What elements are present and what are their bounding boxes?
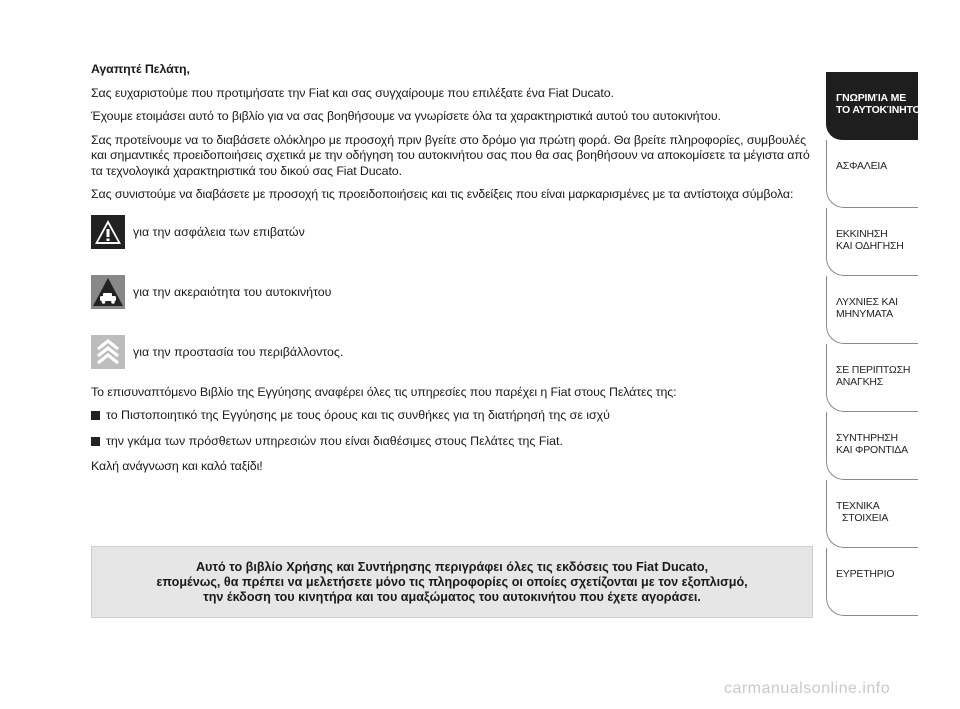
salutation: Αγαπητέ Πελάτη, bbox=[91, 62, 190, 76]
checkbox-bullet-icon bbox=[91, 437, 100, 446]
main-content bbox=[91, 62, 816, 483]
symbol-label-vehicle: για την ακεραιότητα του αυτοκινήτου bbox=[133, 284, 332, 299]
warning-triangle-icon bbox=[91, 215, 125, 249]
tab-technical-data[interactable]: ΤΕΧΝΙΚΑ ΣΤΟΙΧΕΙΑ bbox=[826, 480, 918, 548]
tab-starting-driving[interactable]: ΕΚΚΙΝΗΣΗ ΚΑΙ ΟΔΗΓΗΣΗ bbox=[826, 208, 918, 276]
note-line-1: Αυτό το βιβλίο Χρήσης και Συντήρησης περιγράφει όλες τις εκδόσεις του Fiat Ducato, bbox=[195, 559, 709, 574]
symbol-label-environment: για την προστασία του περιβάλλοντος. bbox=[133, 344, 344, 359]
chapter-tabs bbox=[826, 72, 921, 616]
warranty-bullet-1: το Πιστοποιητικό της Εγγύησης με τους όρους και τις συνθήκες για τη διατήρησή της σε ισχύ bbox=[91, 408, 816, 424]
tab-getting-to-know[interactable]: ΓΝΩΡΙΜΊΑ ΜΕ ΤΟ ΑΥΤΟΚΊΝΗΤΟ bbox=[826, 72, 918, 140]
symbol-label-safety: για την ασφάλεια των επιβατών bbox=[133, 224, 305, 239]
note-line-3: την έκδοση του κινητήρα και του αμαξώματος του αυτοκινήτου που έχετε αγοράσει. bbox=[203, 589, 701, 604]
warranty-paragraph: Το επισυναπτόμενο Βιβλίο της Εγγύησης αναφέρει όλες τις υπηρεσίες που παρέχει η Fiat στους Πελάτες της: bbox=[91, 384, 677, 399]
closing-line: Καλή ανάγνωση και καλό ταξίδι! bbox=[91, 459, 263, 473]
tab-warning-lights[interactable]: ΛΥΧΝΙΕΣ ΚΑΙ ΜΗΝΥΜΑΤΑ bbox=[826, 276, 918, 344]
symbol-list bbox=[91, 215, 816, 369]
tab-emergency[interactable]: ΣΕ ΠΕΡΙΠΤΩΣΗ ΑΝΑΓΚΗΣ bbox=[826, 344, 918, 412]
symbol-row-environment bbox=[91, 335, 816, 369]
intro-paragraph-3: Σας προτείνουμε να το διαβάσετε ολόκληρο με προσοχή πριν βγείτε στο δρόμο για πρώτη φορά. Θα βρείτε πληροφορίες, συμβουλές και σημαντικές προειδοποιήσεις σχετικά με την οδήγηση του αυτοκινήτου σας που θα σας βοηθήσουν να αποκομίσετε τα μέγιστα από τα τεχνολογικά χαρακτηριστικά του δικού σας Fiat Ducato. bbox=[91, 132, 810, 178]
edition-note-box bbox=[91, 546, 813, 618]
intro-paragraph-1: Σας ευχαριστούμε που προτιμήσατε την Fiat και σας συγχαίρουμε που επιλέξατε ένα Fiat Ducato. bbox=[91, 85, 614, 100]
warranty-bullet-2: την γκάμα των πρόσθετων υπηρεσιών που είναι διαθέσιμες στους Πελάτες της Fiat. bbox=[91, 434, 816, 450]
checkbox-bullet-icon bbox=[91, 411, 100, 420]
note-line-2: επομένως, θα πρέπει να μελετήσετε μόνο τις πληροφορίες οι οποίες σχετίζονται με τον εξοπλισμό, bbox=[156, 574, 748, 589]
intro-paragraph-4: Σας συνιστούμε να διαβάσετε με προσοχή τις προειδοποιήσεις και τις ενδείξεις που είναι μαρκαρισμένες με τα αντίστοιχα σύμβολα: bbox=[91, 187, 794, 201]
symbol-row-safety bbox=[91, 215, 816, 249]
tab-maintenance[interactable]: ΣΥΝΤΗΡΗΣΗ ΚΑΙ ΦΡΟΝΤΙΔΑ bbox=[826, 412, 918, 480]
symbol-row-vehicle bbox=[91, 275, 816, 309]
environment-chevrons-icon bbox=[91, 335, 125, 369]
intro-paragraph-2: Έχουμε ετοιμάσει αυτό το βιβλίο για να σας βοηθήσουμε να γνωρίσετε όλα τα χαρακτηριστικά αυτού του αυτοκινήτου. bbox=[91, 109, 721, 123]
watermark: carmanualsonline.info bbox=[724, 680, 891, 697]
tab-index[interactable]: ΕΥΡΕΤΗΡΙΟ bbox=[826, 548, 918, 616]
tab-safety[interactable]: ΑΣΦΑΛΕΙΑ bbox=[826, 140, 918, 208]
car-damage-icon bbox=[91, 275, 125, 309]
